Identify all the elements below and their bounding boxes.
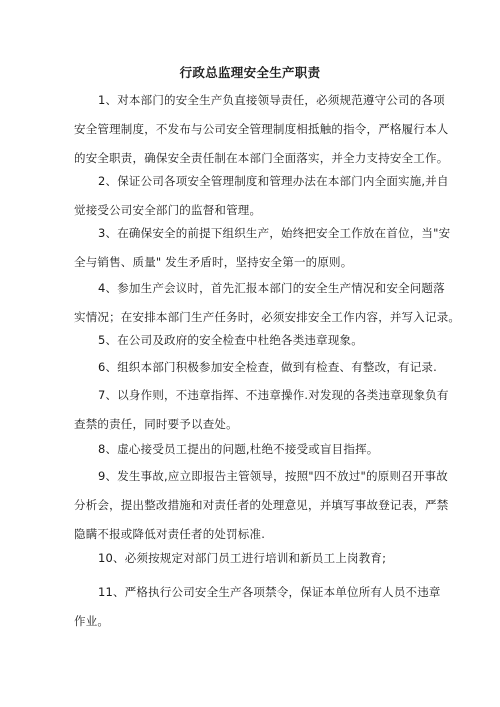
paragraph-line: 分析会，提出整改措施和对责任者的处理意见，并填写事故登记表，严禁	[74, 498, 449, 512]
paragraph-line: 6、组织本部门积极参加安全检查，做到有检查、有整改，有记录.	[98, 360, 437, 374]
paragraph-line: 觉接受公司安全部门的监督和管理。	[74, 203, 262, 217]
paragraph-line: 4、参加生产会议时，首先汇报本部门的安全生产情况和安全问题落	[98, 281, 445, 295]
paragraph-1	[74, 86, 449, 173]
paragraph-line: 5、在公司及政府的安全检查中杜绝各类违章现象。	[98, 333, 363, 347]
paragraph-line: 2、保证公司各项安全管理制度和管理办法在本部门内全面实施,并自	[98, 174, 449, 188]
paragraph-line: 11、严格执行公司安全生产各项禁令，保证本单位所有人员不违章	[98, 585, 441, 599]
paragraph-line: 全与销售、质量" 发生矛盾时，坚持安全第一的原则。	[74, 255, 353, 269]
paragraph-line: 1、对本部门的安全生产负直接领导责任，必须规范遵守公司的各项	[98, 93, 445, 107]
paragraph-2	[74, 167, 449, 225]
paragraph-line: 安全管理制度，不发布与公司安全管理制度相抵触的指令，严格履行本人	[74, 122, 449, 136]
paragraph-line: 9、发生事故,应立即报告主管领导，按照"四不放过"的原则召开事故	[98, 469, 448, 483]
paragraph-5	[74, 326, 438, 355]
paragraph-10	[74, 544, 438, 573]
paragraph-line: 隐瞒不报或降低对责任者的处罚标准.	[74, 527, 266, 541]
paragraph-line: 3、在确保安全的前提下组织生产，始终把安全工作放在首位，当"安	[98, 226, 451, 240]
paragraph-8	[74, 435, 438, 464]
paragraph-3	[74, 219, 451, 277]
paragraph-line: 的安全职责，确保安全责任制在本部门全面落实，并全力支持安全工作。	[74, 151, 449, 165]
paragraph-line: 作业。	[74, 614, 110, 628]
paragraph-line: 实情况；在安排本部门生产任务时，必须安排安全工作内容，并写入记录。	[74, 310, 461, 324]
paragraph-4	[74, 274, 461, 332]
paragraph-line: 10、必须按规定对部门员工进行培训和新员工上岗教育;	[98, 551, 387, 565]
paragraph-line: 7、以身作则，不违章指挥、不违章操作.对发现的各类违章现象负有	[98, 388, 449, 402]
paragraph-9	[74, 462, 449, 549]
paragraph-11	[74, 578, 441, 636]
paragraph-line: 8、虚心接受员工提出的问题,杜绝不接受或盲目指挥。	[98, 442, 379, 456]
paragraph-line: 查禁的责任，同时要予以查处。	[74, 417, 238, 431]
document-title: 行政总监理安全生产职责	[179, 65, 321, 80]
paragraph-7	[74, 381, 449, 439]
paragraph-6	[74, 353, 438, 382]
